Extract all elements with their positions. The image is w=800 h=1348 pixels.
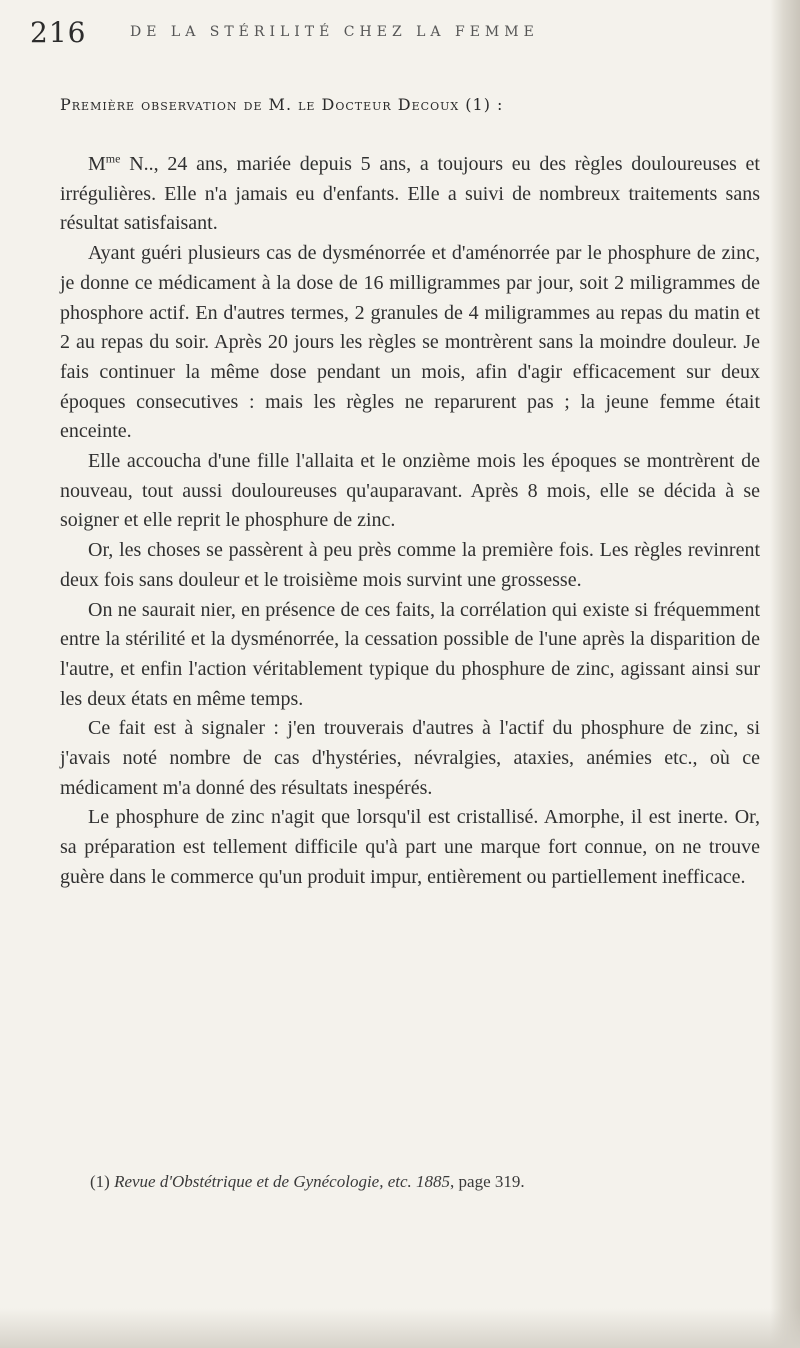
page-header — [30, 16, 750, 56]
footnote-page-ref: , page 319. — [450, 1172, 525, 1191]
page-number: 216 — [30, 16, 87, 49]
title-abbreviation: $M^{me}$ — [88, 151, 121, 175]
page-edge-shadow — [770, 0, 800, 1348]
paragraph: Or, les choses se passèrent à peu près comme la première fois. Les règles revinrent deux fois sans douleur et le troisième mois survint une grossesse. — [60, 539, 760, 591]
page-bottom-shadow — [0, 1308, 800, 1348]
body-text — [60, 150, 760, 893]
paragraph: Le phosphure de zinc n'agit que lorsqu'il est cristallisé. Amorphe, il est inerte. Or, sa préparation est tellement difficile qu'à part une marque fort connue, on ne trouve guère dans le commerce qu'un produit impur, entièrement ou partiellement inefficace. — [60, 806, 760, 888]
footnote-marker: (1) — [90, 1172, 115, 1191]
paragraph: $M^{me}$ N.., 24 ans, mariée depuis 5 ans, a toujours eu des règles douloureuses et irrégulières. Elle n'a jamais eu d'enfants. Elle a suivi de nombreux traitements sans résultat satisfaisant. — [60, 151, 760, 235]
footnote — [90, 1172, 525, 1192]
section-title: Première observation de M. le Docteur Decoux (1) : — [60, 95, 504, 114]
paragraph: On ne saurait nier, en présence de ces faits, la corrélation qui existe si fréquemment entre la stérilité et la dysménorrée, la cessation possible de l'une après la disparition de l'autre, et enfin l'action véritablement typique du phosphure de zinc, agissant ainsi sur les deux états en même temps. — [60, 598, 760, 710]
paragraph: Elle accoucha d'une fille l'allaita et le onzième mois les époques se montrèrent de nouveau, tout aussi douloureuses qu'auparavant. Après 8 mois, elle se décida à se soigner et elle reprit le phosphure de zinc. — [60, 450, 760, 532]
footnote-source: Revue d'Obstétrique et de Gynécologie, etc. 1885 — [114, 1172, 451, 1191]
running-head: DE LA STÉRILITÉ CHEZ LA FEMME — [130, 24, 539, 40]
paragraph: Ayant guéri plusieurs cas de dysménorrée et d'aménorrée par le phosphure de zinc, je donne ce médicament à la dose de 16 milligrammes par jour, soit 2 miligrammes de phosphore actif. En d'autres termes, 2 granules de 4 miligrammes au repas du matin et 2 au repas du soir. Après 20 jours les règles se montrèrent sans la moindre douleur. Je fais continuer la même dose pendant un mois, afin d'agir efficacement sur deux époques consecutives : mais les règles ne reparurent pas ; la jeune femme était enceinte. — [60, 242, 760, 443]
paragraph: Ce fait est à signaler : j'en trouverais d'autres à l'actif du phosphure de zinc, si j'avais noté nombre de cas d'hystéries, névralgies, ataxies, anémies etc., où ce médicament m'a donné des résultats inespérés. — [60, 717, 760, 799]
